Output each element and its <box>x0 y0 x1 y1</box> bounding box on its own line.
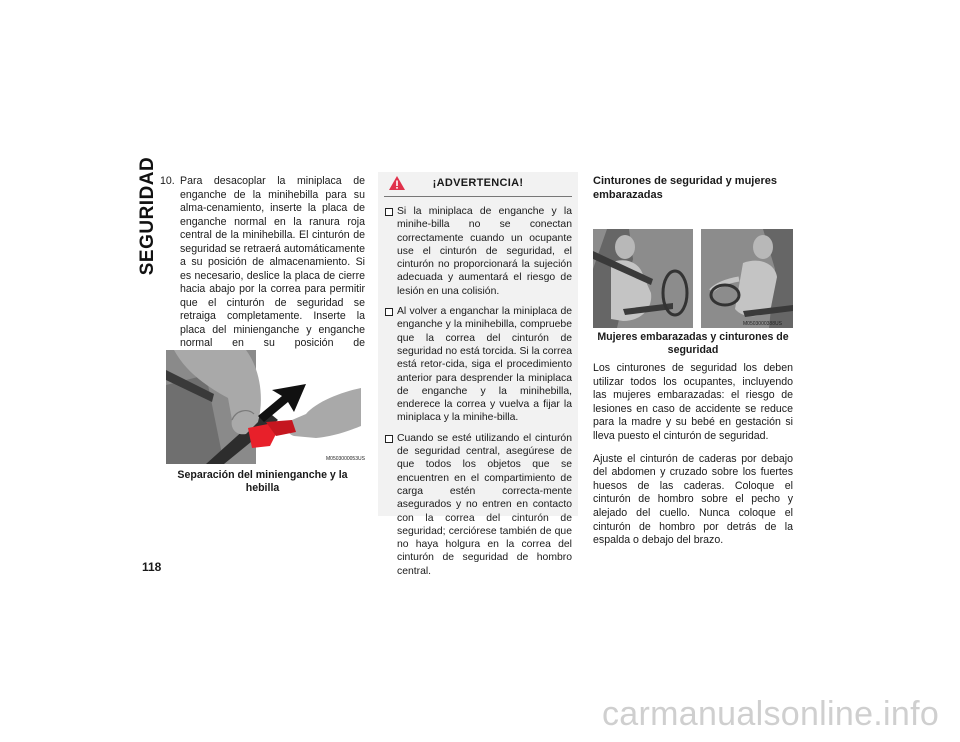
paragraph: Ajuste el cinturón de caderas por debajo del abdomen y cruzado sobre los fuertes huesos de las caderas. Coloque el cinturón de hombro sobre el pecho y alejado del cuello. Nunca coloque el cinturón de hombro por detrás de la espalda o debajo del brazo. <box>593 452 793 547</box>
warning-title: ¡ADVERTENCIA! <box>432 177 524 189</box>
checkbox-bullet-icon <box>385 308 393 316</box>
pregnant-women-illustration <box>593 229 793 328</box>
section-heading-block <box>593 174 793 202</box>
section-tab <box>137 156 159 276</box>
section-tab-label: SEGURIDAD <box>137 156 158 276</box>
watermark-text: carmanualsonline.info <box>602 695 940 733</box>
paragraph: Los cinturones de seguridad los deben utilizar todos los ocupantes, incluyendo las mujeres embarazadas: el riesgo de lesiones en caso de accidente se reduce para la madre y su bebé en gestación si lleva puesto el cinturón de seguridad. <box>593 362 793 442</box>
section-heading: Cinturones de seguridad y mujeres embarazadas <box>593 175 777 201</box>
warning-box <box>378 172 578 577</box>
step-10 <box>160 175 365 364</box>
buckle-separation-illustration <box>166 350 365 464</box>
warning-list <box>385 205 572 578</box>
step-text: Para desacoplar la miniplaca de enganche de la minihebilla para su alma-cenamiento, inserte la placa de enganche normal en la ranura roja central de la minihebilla. El cinturón de seguridad se retraerá automáticamente a su posición de almacenamiento. Si es necesario, deslice la placa de cierre hacia abajo por la correa para permitir que el cinturón de seguridad se retraiga completamente. Inserte la placa del minienganche y enganche normal en su posición de <box>180 175 365 349</box>
figure-caption: Separación del minienganche y la hebilla <box>177 469 348 494</box>
section-body <box>593 362 793 557</box>
checkbox-bullet-icon <box>385 208 393 216</box>
watermark <box>602 695 952 735</box>
warning-item: Al volver a enganchar la miniplaca de enganche y la minihebilla, compruebe que la correa del cinturón de seguridad no está torcida. Si la correa está retor-cida, siga el procedimiento anterior para desprender la miniplaca de enganche y la minihebilla, enderece la correa y vuelva a fijar la miniplaca y la minihe-billa. <box>385 305 572 425</box>
page-number: 118 <box>142 560 162 574</box>
step-number: 10. <box>160 175 175 187</box>
checkbox-bullet-icon <box>385 435 393 443</box>
figure-code: M0503000388US <box>743 321 782 327</box>
warning-item: Cuando se esté utilizando el cinturón de seguridad central, asegúrese de que todos los objetos que se encuentren en el compartimiento de carga estén correcta-mente asegurados y no entren en contacto con la correa del cinturón de seguridad; cerciórese también de que no haya holgura en la correa del cinturón de seguridad de hombro central. <box>385 432 572 578</box>
step-column <box>160 175 365 364</box>
warning-item: Si la miniplaca de enganche y la minihe-billa no se conectan correctamente cuando un ocupante use el cinturón de seguridad, el cinturón no proporcionará la sujeción adecuada y aumentará el riesgo de lesión en una colisión. <box>385 205 572 298</box>
figure-caption: Mujeres embarazadas y cinturones de seguridad <box>597 331 789 356</box>
warning-header <box>384 172 572 197</box>
figure-code: M0503000053US <box>326 456 365 462</box>
